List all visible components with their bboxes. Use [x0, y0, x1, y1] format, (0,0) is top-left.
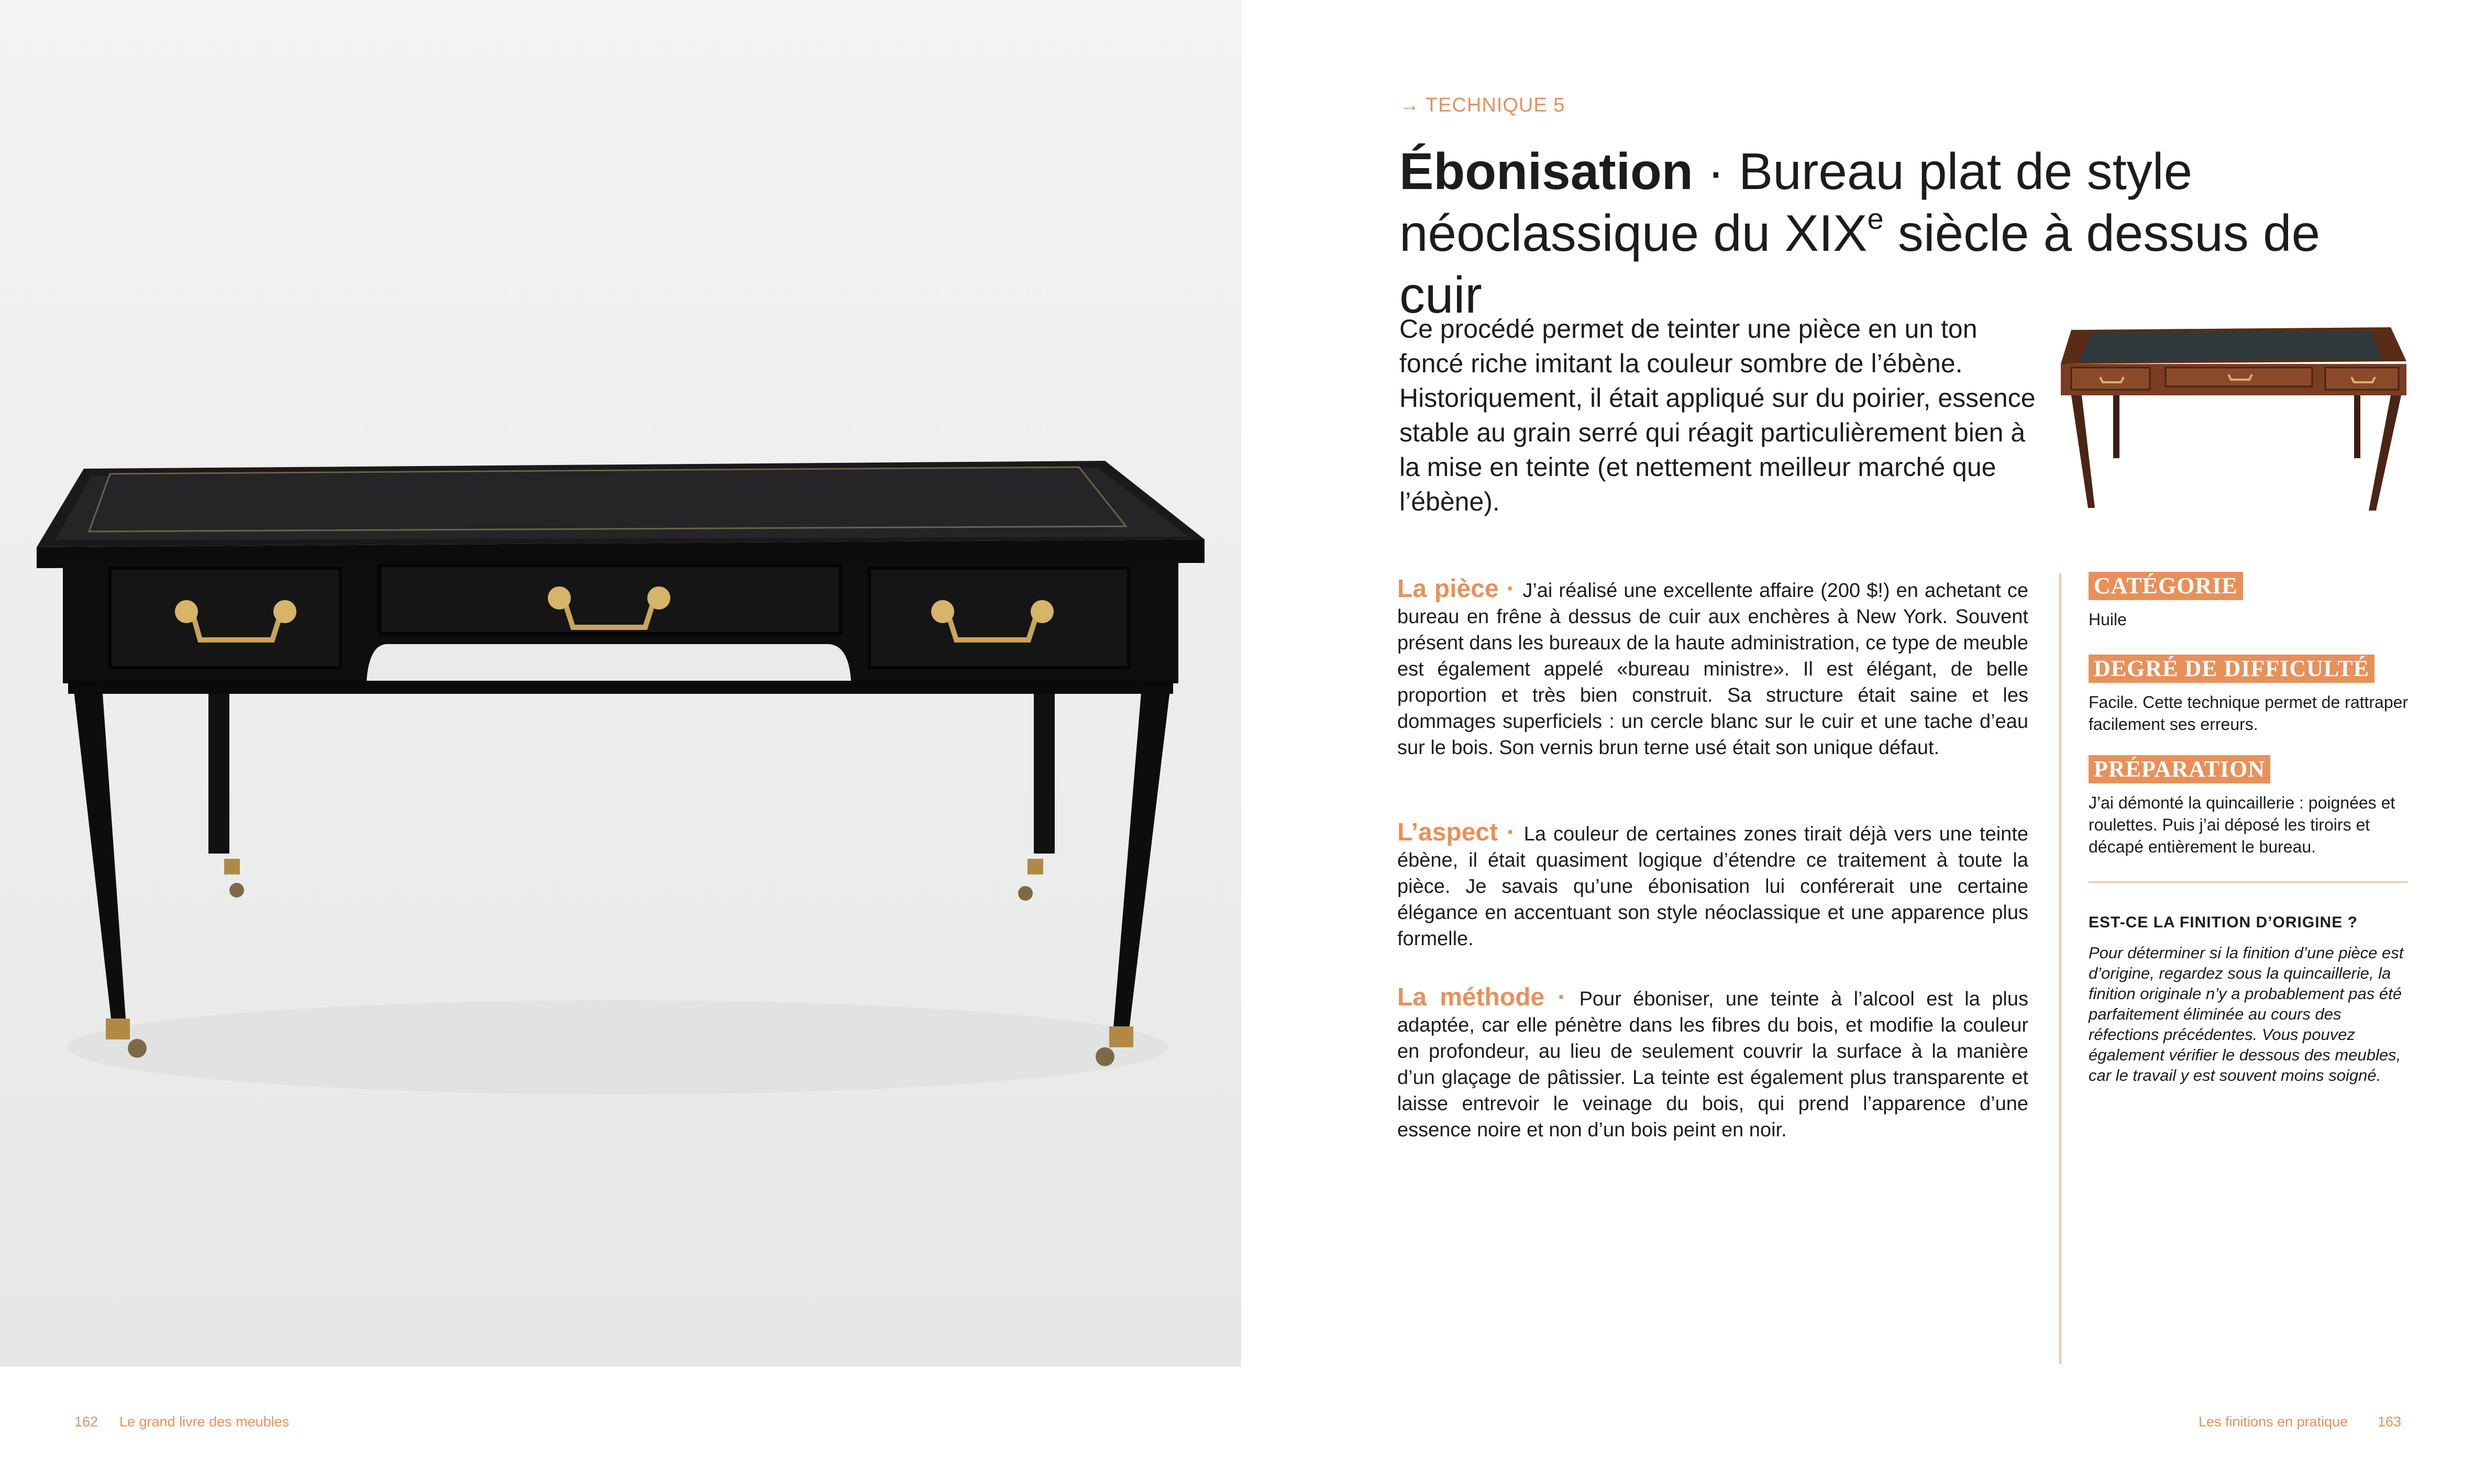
- section-lead: L’aspect ·: [1397, 818, 1524, 846]
- section-text: J’ai réalisé une excellente affaire (200 $!) en achetant ce bureau en frêne à dessus de cuir aux enchères à New York. Souvent présent dans les bureaux de la haute administration, ce type de meuble est également appelé «bureau ministre». Il est élégant, de belle proportion et très bien construit. Sa structure était saine et les dommages superficiels : un cercle blanc sur le cuir et une tache d’eau sur le bois. Son vernis brun terne usé était son unique défaut.: [1397, 580, 2028, 759]
- sidebar-categorie: [2089, 572, 2413, 630]
- page-title: [1399, 140, 2394, 326]
- section-la-methode: [1397, 984, 2028, 1143]
- title-superscript: e: [1867, 202, 1884, 235]
- category-value: Huile: [2089, 610, 2127, 629]
- folio-title-right: Les finitions en pratique: [2199, 1414, 2348, 1430]
- title-line2a: néoclassique du XIX: [1399, 204, 1868, 262]
- ebonized-desk-photo: [0, 0, 1241, 1367]
- preparation-value: J’ai démonté la quincaillerie : poignées et roulettes. Puis j’ai déposé les tiroirs et décapé entièrement le bureau.: [2089, 793, 2395, 856]
- title-line1: Bureau plat de style: [1738, 142, 2193, 200]
- origin-answer: Pour déterminer si la finition d’une pièce est d’origine, regardez sous la quincaillerie, la finition originale n’y a probablement pas été parfaitement éliminée au cours des réfections précédentes. Vous pouvez également vérifier le dessous des meubles, car le travail y est souvent moins soigné.: [2089, 944, 2404, 1084]
- sidebar-rule: [2089, 881, 2408, 883]
- folio-number-left: 162: [74, 1414, 98, 1430]
- section-lead: La méthode ·: [1397, 983, 1580, 1011]
- title-bold: Ébonisation: [1399, 142, 1693, 200]
- section-lead: La pièce ·: [1397, 575, 1523, 603]
- title-separator: ·: [1693, 142, 1739, 200]
- preparation-tag: PRÉPARATION: [2089, 755, 2270, 783]
- intro-paragraph: Ce procédé permet de teinter une pièce en un ton foncé riche imitant la couleur sombre de l’ébène. Historiquement, il était appliqué sur du poirier, essence stable au grain serré qui réagit particulièrement bien à la mise en teinte (et nettement meilleur marché que l’ébène).: [1399, 314, 2036, 516]
- section-text: Pour éboniser, une teinte à l’alcool est la plus adaptée, car elle pénètre dans les fibres du bois, et modifie la couleur en profondeur, au lieu de seulement couvrir la surface à la manière d’un glaçage de pâtissier. La teinte est également plus transparente et laisse entrevoir le veinage du bois, qui prend l’apparence d’une essence noire et non d’un bois peint en noir.: [1397, 988, 2028, 1141]
- sidebar-difficulte: [2089, 655, 2413, 735]
- section-la-piece: [1397, 576, 2028, 761]
- section-text: La couleur de certaines zones tirait déjà vers une teinte ébène, il était quasiment logique d’étendre ce traitement à toute la pièce. Je savais qu’une ébonisation lui conférerait une certaine élégance en accentuant son style néoclassique et une apparence plus formelle.: [1397, 823, 2029, 950]
- original-desk-thumbnail: [2056, 319, 2417, 524]
- section-l-aspect: [1397, 819, 2028, 952]
- origin-question: EST-CE LA FINITION D’ORIGINE ?: [2089, 914, 2358, 931]
- sidebar-preparation: [2089, 755, 2413, 858]
- difficulty-tag: DEGRÉ DE DIFFICULTÉ: [2089, 655, 2374, 683]
- difficulty-value: Facile. Cette technique permet de rattraper facilement ses erreurs.: [2089, 693, 2409, 734]
- folio-title-left: Le grand livre des meubles: [119, 1414, 290, 1430]
- sidebar-divider: [2059, 573, 2061, 1364]
- technique-kicker: → TECHNIQUE 5: [1399, 94, 1565, 116]
- title-line2b: siècle à dessus de cuir: [1399, 204, 2321, 324]
- category-tag: CATÉGORIE: [2089, 572, 2243, 600]
- folio-number-right: 163: [2378, 1414, 2402, 1430]
